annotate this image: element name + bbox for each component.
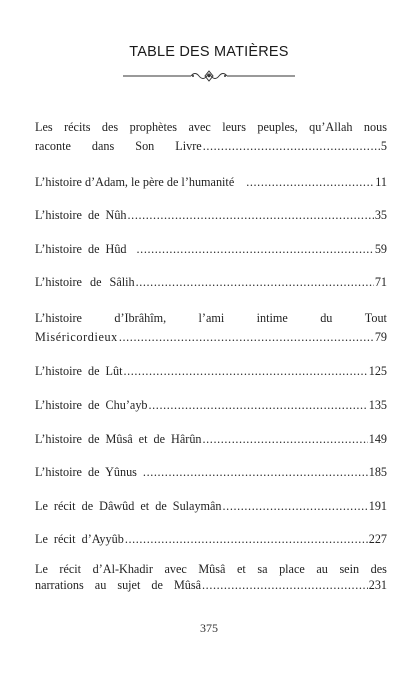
toc-word: avec	[164, 562, 187, 576]
toc-page-number: 125	[368, 364, 387, 378]
toc-word: L’histoire	[35, 311, 82, 325]
page-number: 375	[200, 621, 218, 635]
toc-entry-title: L’histoire de Sâlih	[35, 275, 135, 289]
toc-word: d’Ibrâhîm,	[114, 311, 167, 325]
toc-word: leurs	[222, 120, 246, 134]
toc-entry[interactable]	[35, 430, 387, 449]
toc-entry-title: raconte dans Son Livre	[35, 139, 202, 153]
toc-entry-title: Le récit de Dâwûd et de Sulaymân	[35, 499, 222, 513]
dot-leader	[203, 430, 368, 449]
toc-entry-title: L’histoire de Mûsâ et de Hârûn	[35, 432, 202, 446]
toc-word: des	[101, 120, 119, 134]
toc-entry[interactable]	[35, 396, 387, 415]
toc-entry[interactable]	[35, 463, 387, 482]
dot-leader	[149, 396, 368, 415]
toc-page-number: 5	[380, 139, 387, 153]
dot-leader	[119, 328, 374, 347]
toc-word: du	[320, 311, 333, 325]
toc-entry[interactable]	[35, 206, 387, 225]
toc-entry-title: L’histoire d’Adam, le père de l’humanité	[35, 175, 235, 189]
dot-leader	[143, 463, 368, 482]
toc-entry[interactable]	[35, 530, 387, 549]
toc-word: intime	[256, 311, 288, 325]
toc-word: peuples,	[257, 120, 298, 134]
dot-leader	[137, 240, 374, 259]
toc-word: récits	[64, 120, 91, 134]
toc-entry-title: L’histoire de Chu’ayb	[35, 398, 148, 412]
dot-leader	[136, 273, 374, 292]
toc-page-number: 59	[374, 242, 387, 256]
ornament-divider-icon	[123, 68, 295, 84]
toc-page-number: 135	[368, 398, 387, 412]
toc-entry[interactable]	[35, 497, 387, 516]
toc-word: qu’Allah	[309, 120, 353, 134]
toc-word: d’Al-Khadir	[92, 562, 153, 576]
dot-leader	[223, 497, 368, 516]
page-title: TABLE DES MATIÈRES	[129, 44, 289, 60]
toc-page-number: 227	[368, 532, 387, 546]
toc-word: et	[237, 562, 246, 576]
toc-page-number: 231	[368, 578, 387, 592]
toc-word: avec	[188, 120, 211, 134]
toc-word: sa	[257, 562, 268, 576]
toc-entry[interactable]	[35, 173, 387, 192]
dot-leader	[203, 137, 380, 156]
toc-page-number: 35	[374, 208, 387, 222]
toc-word: Le	[35, 562, 48, 576]
toc-entry-title: Miséricordieux	[35, 330, 118, 344]
toc-entry[interactable]	[35, 240, 387, 259]
toc-page-number: 185	[368, 465, 387, 479]
toc-page-number: 149	[368, 432, 387, 446]
toc-word: l’ami	[198, 311, 225, 325]
toc-entry[interactable]	[35, 118, 387, 156]
dot-leader	[125, 530, 368, 549]
toc-word: place	[279, 562, 305, 576]
dot-leader	[202, 576, 368, 595]
toc-entry-title: L’histoire de Lût	[35, 364, 123, 378]
toc-word: des	[370, 562, 387, 576]
toc-word: Mûsâ	[198, 562, 226, 576]
toc-word: prophètes	[129, 120, 178, 134]
toc-word: sein	[339, 562, 360, 576]
toc-entry[interactable]	[35, 362, 387, 381]
toc-word: récit	[59, 562, 82, 576]
dot-leader	[128, 206, 374, 225]
toc-page-number: 71	[374, 275, 387, 289]
toc-word: au	[316, 562, 328, 576]
toc-word: Les	[35, 120, 53, 134]
toc-entry[interactable]	[35, 560, 387, 595]
toc-entry[interactable]	[35, 309, 387, 347]
toc-entry-title: Le récit d’Ayyûb	[35, 532, 124, 546]
dot-leader	[123, 362, 367, 381]
toc-word: nous	[363, 120, 387, 134]
toc-entry-title: L’histoire de Yûnus	[35, 465, 137, 479]
toc-entry-title: narrations au sujet de Mûsâ	[35, 578, 202, 592]
toc-entry-title: L’histoire de Hûd	[35, 242, 127, 256]
toc-entry[interactable]	[35, 273, 387, 292]
toc-page-number: 191	[368, 499, 387, 513]
toc-word: Tout	[364, 311, 387, 325]
toc-page-number: 11	[375, 175, 387, 189]
toc-entry-title: L’histoire de Nûh	[35, 208, 127, 222]
dot-leader	[246, 173, 374, 192]
toc-page-number: 79	[374, 330, 387, 344]
